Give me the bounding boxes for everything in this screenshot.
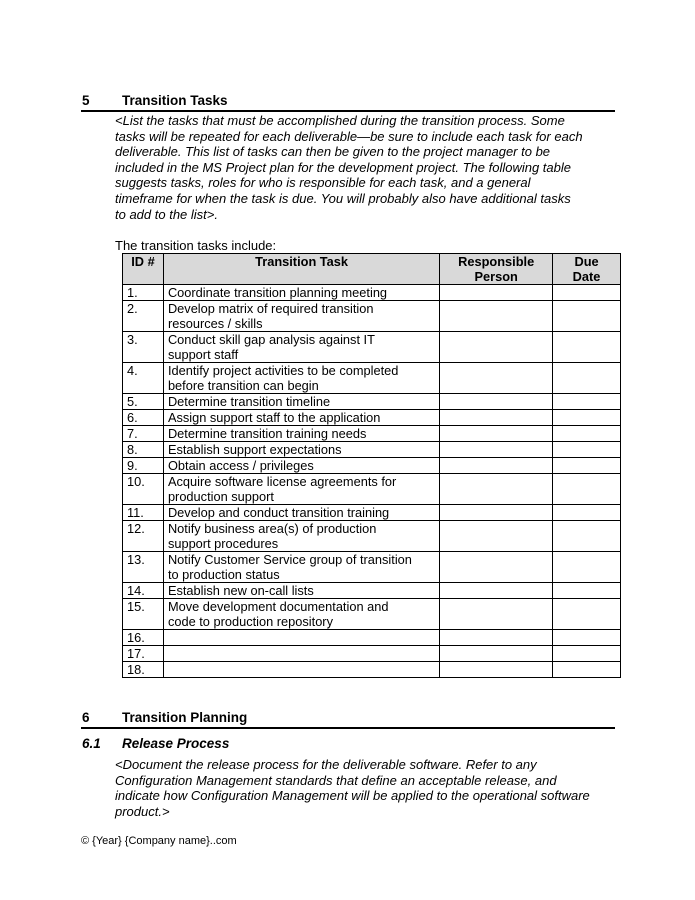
instruction-line: timeframe for when the task is due. You will probably also have additional tasks xyxy=(115,190,571,206)
task-line: Notify business area(s) of production xyxy=(167,521,377,536)
task-line: Move development documentation and xyxy=(167,599,389,614)
task-line: Acquire software license agreements for xyxy=(167,474,397,489)
row-responsible-person xyxy=(440,521,553,552)
row-due-date xyxy=(553,426,621,442)
row-id: 1. xyxy=(123,285,164,301)
table-row xyxy=(123,583,621,599)
table-row xyxy=(123,332,621,363)
row-task xyxy=(163,394,439,410)
row-due-date xyxy=(553,583,621,599)
task-line: Develop matrix of required transition xyxy=(167,301,374,316)
row-task xyxy=(163,646,439,662)
row-due-date xyxy=(553,442,621,458)
task-line: Establish support expectations xyxy=(167,442,342,457)
table-row xyxy=(123,646,621,662)
instruction-line: <List the tasks that must be accomplished during the transition process. Some xyxy=(115,113,565,128)
task-line: support procedures xyxy=(167,536,279,551)
task-line: support staff xyxy=(167,347,239,362)
section-6-1-instructions xyxy=(115,757,615,819)
row-id: 10. xyxy=(123,474,164,505)
row-task xyxy=(163,442,439,458)
row-task xyxy=(163,301,439,332)
instruction-line: included in the MS Project plan for the development project. The following table xyxy=(115,159,571,175)
header-responsible-line: Person xyxy=(474,269,518,284)
row-id: 14. xyxy=(123,583,164,599)
row-responsible-person xyxy=(440,505,553,521)
row-id: 7. xyxy=(123,426,164,442)
row-responsible-person xyxy=(440,442,553,458)
row-responsible-person xyxy=(440,394,553,410)
row-responsible-person xyxy=(440,426,553,442)
row-id: 5. xyxy=(123,394,164,410)
row-task xyxy=(163,410,439,426)
row-id: 6. xyxy=(123,410,164,426)
row-due-date xyxy=(553,410,621,426)
task-line: Assign support staff to the application xyxy=(167,410,381,425)
row-due-date xyxy=(553,285,621,301)
row-task xyxy=(163,426,439,442)
task-line: Obtain access / privileges xyxy=(167,458,314,473)
table-row xyxy=(123,301,621,332)
section-title: Transition Planning xyxy=(122,710,248,725)
row-responsible-person xyxy=(440,285,553,301)
table-row xyxy=(123,394,621,410)
table-row xyxy=(123,458,621,474)
table-row xyxy=(123,285,621,301)
row-task xyxy=(163,505,439,521)
row-task xyxy=(163,285,439,301)
row-id: 8. xyxy=(123,442,164,458)
row-task xyxy=(163,583,439,599)
table-row xyxy=(123,426,621,442)
task-line: production support xyxy=(167,489,274,504)
row-id: 12. xyxy=(123,521,164,552)
header-due-line: Due xyxy=(574,254,599,269)
row-id: 18. xyxy=(123,662,164,678)
row-task xyxy=(163,458,439,474)
table-row xyxy=(123,474,621,505)
task-line: Determine transition timeline xyxy=(167,394,331,409)
table-intro: The transition tasks include: xyxy=(115,238,277,253)
row-due-date xyxy=(553,332,621,363)
task-line: Determine transition training needs xyxy=(167,426,367,441)
table-row xyxy=(123,662,621,678)
row-task xyxy=(163,552,439,583)
row-due-date xyxy=(553,521,621,552)
row-responsible-person xyxy=(440,474,553,505)
task-line: Establish new on-call lists xyxy=(167,583,314,598)
instruction-line: tasks will be repeated for each deliverable—be sure to include each task for each xyxy=(115,128,583,144)
row-responsible-person xyxy=(440,301,553,332)
row-responsible-person xyxy=(440,630,553,646)
row-due-date xyxy=(553,458,621,474)
table-row xyxy=(123,521,621,552)
row-id: 9. xyxy=(123,458,164,474)
task-line: to production status xyxy=(167,567,280,582)
row-due-date xyxy=(553,394,621,410)
task-line: Conduct skill gap analysis against IT xyxy=(167,332,375,347)
instruction-line: to add to the list>. xyxy=(115,206,218,222)
page-footer: © {Year} {Company name}..com xyxy=(81,835,237,847)
row-task xyxy=(163,332,439,363)
row-responsible-person xyxy=(440,458,553,474)
row-responsible-person xyxy=(440,646,553,662)
instruction-line: indicate how Configuration Management will be applied to the operational software xyxy=(115,788,590,804)
row-responsible-person xyxy=(440,552,553,583)
row-responsible-person xyxy=(440,599,553,630)
section-number: 6 xyxy=(82,710,90,725)
instruction-line: suggests tasks, roles for who is responsible for each task, and a general xyxy=(115,175,531,191)
header-responsible xyxy=(440,254,553,285)
row-id: 4. xyxy=(123,363,164,394)
header-id: ID # xyxy=(123,254,164,285)
instruction-line: product.> xyxy=(115,803,170,819)
row-task xyxy=(163,363,439,394)
section-5-heading xyxy=(81,92,615,112)
row-task xyxy=(163,630,439,646)
task-line: Develop and conduct transition training xyxy=(167,505,390,520)
row-id: 3. xyxy=(123,332,164,363)
table-row xyxy=(123,505,621,521)
section-5-instructions xyxy=(115,113,615,222)
row-due-date xyxy=(553,630,621,646)
section-number: 5 xyxy=(82,93,90,108)
row-id: 17. xyxy=(123,646,164,662)
row-due-date xyxy=(553,646,621,662)
subsection-title: Release Process xyxy=(122,736,230,751)
table-body xyxy=(123,285,621,678)
row-due-date xyxy=(553,662,621,678)
header-due-date xyxy=(553,254,621,285)
table-row xyxy=(123,630,621,646)
row-id: 16. xyxy=(123,630,164,646)
row-due-date xyxy=(553,552,621,583)
task-line: resources / skills xyxy=(167,316,263,331)
row-id: 13. xyxy=(123,552,164,583)
table-row xyxy=(123,410,621,426)
instruction-line: Configuration Management standards that define an acceptable release, and xyxy=(115,772,557,788)
row-task xyxy=(163,474,439,505)
row-task xyxy=(163,521,439,552)
row-responsible-person xyxy=(440,363,553,394)
task-line: Identify project activities to be completed xyxy=(167,363,399,378)
table-header-row xyxy=(123,254,621,285)
row-responsible-person xyxy=(440,583,553,599)
row-id: 15. xyxy=(123,599,164,630)
table-row xyxy=(123,599,621,630)
task-line: code to production repository xyxy=(167,614,333,629)
row-due-date xyxy=(553,474,621,505)
table-row xyxy=(123,442,621,458)
instruction-line: <Document the release process for the deliverable software. Refer to any xyxy=(115,757,537,772)
row-task xyxy=(163,662,439,678)
row-id: 2. xyxy=(123,301,164,332)
row-id: 11. xyxy=(123,505,164,521)
row-due-date xyxy=(553,599,621,630)
subsection-number: 6.1 xyxy=(82,736,101,751)
section-title: Transition Tasks xyxy=(122,93,228,108)
section-6-1-heading xyxy=(81,735,615,753)
header-responsible-line: Responsible xyxy=(458,254,535,269)
row-responsible-person xyxy=(440,332,553,363)
task-line: Notify Customer Service group of transition xyxy=(167,552,412,567)
task-line: Coordinate transition planning meeting xyxy=(167,285,388,300)
row-responsible-person xyxy=(440,410,553,426)
table-row xyxy=(123,363,621,394)
section-6-heading xyxy=(81,709,615,729)
transition-tasks-table xyxy=(122,253,621,678)
table-row xyxy=(123,552,621,583)
row-due-date xyxy=(553,505,621,521)
row-due-date xyxy=(553,363,621,394)
header-task: Transition Task xyxy=(163,254,439,285)
row-responsible-person xyxy=(440,662,553,678)
header-due-line: Date xyxy=(572,269,601,284)
row-due-date xyxy=(553,301,621,332)
instruction-line: deliverable. This list of tasks can then be given to the project manager to be xyxy=(115,144,551,160)
row-task xyxy=(163,599,439,630)
task-line: before transition can begin xyxy=(167,378,319,393)
